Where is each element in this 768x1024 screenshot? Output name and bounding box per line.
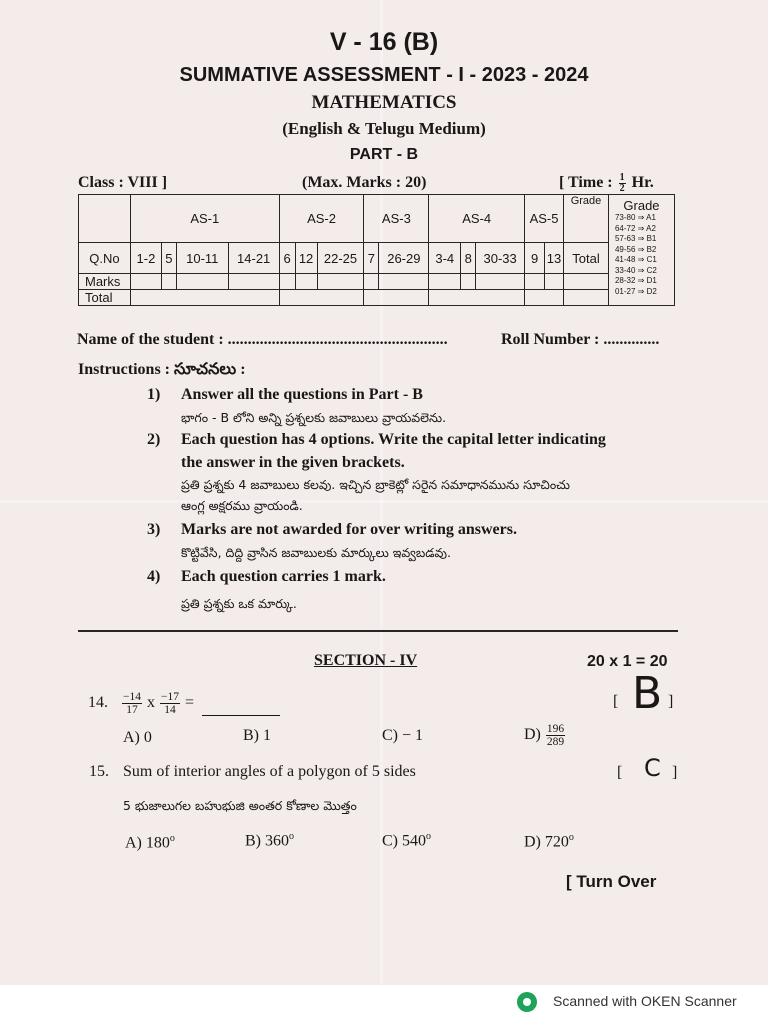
medium-label: (English & Telugu Medium) [282, 119, 486, 138]
qno-cell: 8 [461, 243, 476, 274]
option-d-label: D) [524, 726, 541, 744]
marks-table [78, 194, 675, 306]
turn-over-label: [ Turn Over [566, 872, 657, 891]
qno-cell: 10-11 [176, 243, 228, 274]
grade-scale-item: 57-63 ⇒ B1 [614, 234, 657, 243]
instruction-number: 4) [147, 568, 161, 585]
marks-cell[interactable] [317, 274, 364, 290]
instruction-english: Answer all the questions in Part - B [181, 386, 423, 403]
grade-header-cell [564, 195, 609, 243]
qno-cell: 6 [279, 243, 295, 274]
marks-cell[interactable] [176, 274, 228, 290]
fraction-num: −14 [123, 691, 141, 703]
oken-scanner-logo-icon [517, 992, 537, 1012]
equals-sign: = [185, 694, 195, 712]
marks-cell[interactable] [525, 274, 545, 290]
qno-cell: 12 [295, 243, 317, 274]
marks-row-label: Marks [79, 274, 131, 290]
qno-cell: 30-33 [476, 243, 525, 274]
option-b [245, 831, 294, 850]
handwritten-answer[interactable]: B [632, 668, 663, 719]
instruction-number: 2) [147, 431, 161, 448]
option-a: A) 0 [123, 729, 152, 746]
exam-title: SUMMATIVE ASSESSMENT - I - 2023 - 2024 [179, 64, 589, 86]
fraction-den: 17 [126, 704, 138, 716]
total-row-label: Total [79, 290, 131, 306]
time-prefix: [ Time : [559, 174, 613, 192]
option-b-label: B) 360 [245, 832, 289, 850]
as5-total-cell[interactable] [525, 290, 564, 306]
question-number: 14. [88, 694, 108, 712]
fraction [122, 691, 142, 716]
marks-cell[interactable] [461, 274, 476, 290]
instructions-heading: Instructions : సూచనలు : [78, 361, 246, 378]
qno-cell: 13 [545, 243, 564, 274]
grand-total-cell[interactable] [564, 290, 609, 306]
answer-bracket-close: ] [668, 693, 674, 710]
option-d-label: D) 720 [524, 833, 569, 851]
marks-cell[interactable] [295, 274, 317, 290]
instruction-english: Each question has 4 options. Write the capital letter indicating [181, 431, 606, 448]
as4-total-cell[interactable] [429, 290, 525, 306]
grade-scale-item: 41-48 ⇒ C1 [614, 255, 657, 264]
marks-cell[interactable] [279, 274, 295, 290]
instruction-number: 3) [147, 521, 161, 538]
student-name-field[interactable]: Name of the student : ....................................................... [77, 331, 448, 348]
subject-title: MATHEMATICS [311, 92, 457, 113]
answer-bracket-close: ] [672, 764, 678, 781]
instruction-telugu: కొట్టివేసి, దిద్ది వ్రాసిన జవాబులకు మార్కులు ఇవ్వబడవు. [181, 545, 451, 560]
marks-cell[interactable] [379, 274, 429, 290]
time-fraction-den: 2 [619, 183, 625, 194]
grade-scale-cell [608, 195, 674, 306]
marks-cell[interactable] [429, 274, 461, 290]
marks-total-cell[interactable] [564, 274, 609, 290]
grade-scale-item: 64-72 ⇒ A2 [614, 223, 656, 233]
instruction-number: 1) [147, 386, 161, 403]
grade-scale-item: 28-32 ⇒ D1 [614, 276, 657, 285]
degree-sign: o [568, 832, 574, 843]
qno-cell: 7 [364, 243, 379, 274]
grade-scale-list [611, 213, 672, 297]
instruction-english: Each question carries 1 mark. [181, 568, 386, 585]
question-14 [88, 691, 280, 716]
as2-header: AS-2 [279, 195, 364, 243]
qno-cell: 1-2 [130, 243, 161, 274]
scanner-footer [0, 985, 768, 1024]
qno-cell: 3-4 [429, 243, 461, 274]
as4-header: AS-4 [429, 195, 525, 243]
roll-number-field[interactable]: Roll Number : .............. [501, 331, 660, 348]
degree-sign: o [289, 831, 294, 842]
qno-label: Q.No [79, 243, 131, 274]
option-c: C) − 1 [382, 727, 424, 744]
section-title: SECTION - IV [314, 652, 418, 669]
degree-sign: o [169, 833, 175, 844]
grade-scale-title: Grade [623, 198, 660, 213]
as3-total-cell[interactable] [364, 290, 429, 306]
marks-cell[interactable] [364, 274, 379, 290]
option-d [524, 832, 574, 851]
option-a [125, 833, 175, 852]
qno-cell: 14-21 [228, 243, 279, 274]
fraction-num: −17 [161, 691, 179, 703]
answer-bracket-open: [ [617, 764, 623, 781]
fraction-num: 196 [546, 723, 565, 735]
answer-blank[interactable] [202, 715, 280, 716]
section-divider [78, 630, 678, 632]
instruction-telugu: భాగం - B లోని అన్ని ప్రశ్నలకు జవాబులు వ్రాయవలెను. [181, 410, 447, 425]
instruction-telugu: ప్రతి ప్రశ్నకు ఒక మార్కు. [181, 596, 297, 611]
total-header: Total [564, 243, 609, 274]
marks-cell[interactable] [130, 274, 161, 290]
option-c [382, 831, 431, 850]
section-score: 20 x 1 = 20 [587, 653, 668, 670]
max-marks-label: (Max. Marks : 20) [302, 174, 427, 191]
time-fraction [619, 173, 626, 194]
grade-scale-item: 49-56 ⇒ B2 [614, 244, 657, 254]
marks-cell[interactable] [545, 274, 564, 290]
grade-scale-item: 73-80 ⇒ A1 [614, 213, 656, 222]
fraction [160, 691, 180, 716]
qno-cell: 9 [525, 243, 545, 274]
instruction-english: Marks are not awarded for over writing answers. [181, 521, 517, 538]
marks-cell[interactable] [228, 274, 279, 290]
handwritten-answer[interactable]: C [644, 754, 661, 782]
grade-scale-item: 33-40 ⇒ C2 [614, 265, 657, 275]
fraction-den: 289 [546, 736, 565, 748]
marks-cell[interactable] [161, 274, 176, 290]
qno-cell: 26-29 [379, 243, 429, 274]
question-15-telugu: 5 భుజాలుగల బహుభుజి అంతర కోణాల మొత్తం [123, 798, 357, 813]
as1-header: AS-1 [130, 195, 279, 243]
time-suffix: Hr. [631, 174, 654, 192]
grade-header: Grade [570, 195, 602, 207]
paper-code: V - 16 (B) [329, 28, 439, 56]
time-fraction-num: 1 [619, 172, 625, 183]
as3-header: AS-3 [364, 195, 429, 243]
question-number: 15. [89, 763, 109, 780]
marks-cell[interactable] [476, 274, 525, 290]
qno-cell: 5 [161, 243, 176, 274]
qno-cell: 22-25 [317, 243, 364, 274]
option-b: B) 1 [243, 727, 271, 744]
instruction-english-cont: the answer in the given brackets. [181, 454, 405, 471]
times-sign: x [147, 694, 155, 712]
part-label: PART - B [349, 146, 419, 163]
option-c-label: C) 540 [382, 832, 426, 850]
grade-scale-item: 01-27 ⇒ D2 [614, 286, 657, 296]
option-a-label: A) 180 [125, 834, 170, 852]
class-label: Class : VIII ] [78, 174, 168, 191]
answer-bracket-open: [ [613, 693, 619, 710]
as2-total-cell[interactable] [279, 290, 364, 306]
instruction-telugu-cont: ఆంగ్ల అక్షరము వ్రాయండి. [181, 498, 303, 513]
fraction [546, 723, 565, 748]
scanner-watermark-text: Scanned with OKEN Scanner [553, 993, 737, 1009]
fraction-den: 14 [164, 704, 176, 716]
as5-header: AS-5 [525, 195, 564, 243]
degree-sign: o [426, 831, 431, 842]
time-label [559, 173, 654, 194]
question-15-text: Sum of interior angles of a polygon of 5 sides [123, 763, 416, 780]
instruction-telugu: ప్రతి ప్రశ్నకు 4 జవాబులు కలవు. ఇచ్చిన బ్రాకెట్లో సరైన సమాధానమును సూచించు [181, 477, 570, 492]
option-d [524, 723, 566, 748]
as1-total-cell[interactable] [130, 290, 279, 306]
table-corner-cell [79, 195, 131, 243]
